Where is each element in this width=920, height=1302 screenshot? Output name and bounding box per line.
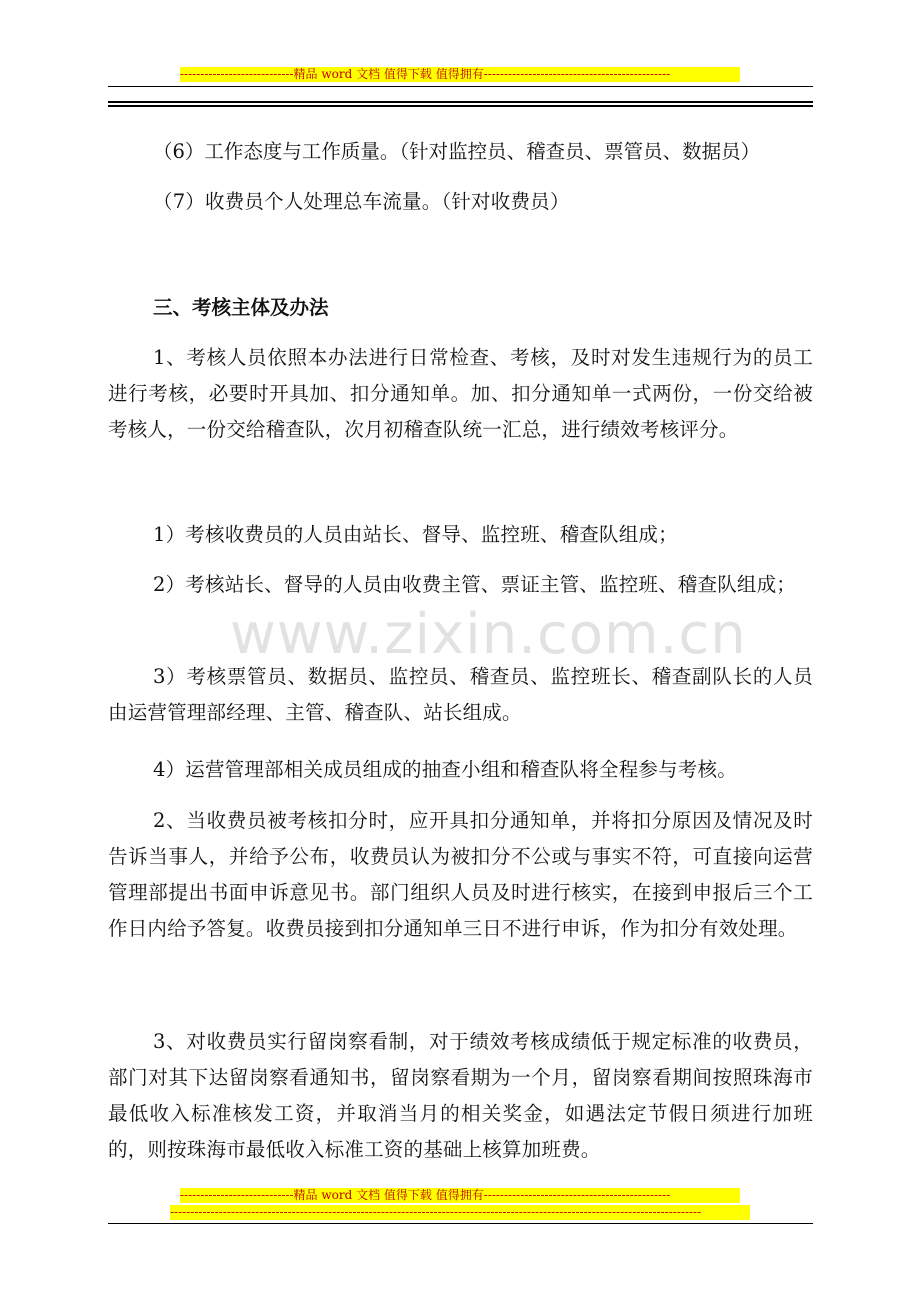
paragraph-2: 2、当收费员被考核扣分时，应开具扣分通知单，并将扣分原因及情况及时告诉当事人，并给予公布，收费员认为被扣分不公或与事实不符，可直接向运营管理部提出书面申诉意见书。部门组织人员及时进行核实，在接到申报后三个工作日内给予答复。收费员接到扣分通知单三日不进行申诉，作为扣分有效处理。 [108,809,813,940]
list-item-7: （7）收费员个人处理总车流量。（针对收费员） [153,190,570,213]
paragraph-1: 1、考核人员依照本办法进行日常检查、考核，及时对发生违规行为的员工进行考核，必要时开具加、扣分通知单。加、扣分通知单一式两份，一份交给被考核人，一份交给稽查队，次月初稽查队统一汇总，进行绩效考核评分。 [108,346,813,441]
sub-item-2: 2）考核站长、督导的人员由收费主管、票证主管、监控班、稽查队组成； [153,573,797,596]
watermark: www.zixin.com.cn [230,602,747,667]
header-banner: ----------------------------精品 word 文档 值得下载 值得拥有---------------------------------------------- [180,67,740,82]
list-item-6: （6）工作态度与工作质量。（针对监控员、稽查员、票管员、数据员） [153,140,761,163]
paragraph-3: 3、对收费员实行留岗察看制，对于绩效考核成绩低于规定标准的收费员，部门对其下达留岗察看通知书，留岗察看期为一个月，留岗察看期间按照珠海市最低收入标准核发工资，并取消当月的相关奖金，如遇法定节假日须进行加班的，则按珠海市最低收入标准工资的基础上核算加班费。 [108,1030,813,1161]
sub-item-4: 4）运营管理部相关成员组成的抽查小组和稽查队将全程参与考核。 [153,758,737,781]
footer-banner: ----------------------------精品 word 文档 值得下载 值得拥有---------------------------------------------- [180,1188,740,1203]
sub-item-3: 3）考核票管员、数据员、监控员、稽查员、监控班长、稽查副队长的人员由运营管理部经理、主管、稽查队、站长组成。 [108,665,813,724]
section-heading: 三、考核主体及办法 [153,296,329,319]
footer-rule [108,1223,813,1224]
footer-dashes: ----------------------------------------------------------------------------------------------------------------------------------- [170,1205,750,1220]
header-rule-thin [108,86,813,87]
header-rule-thick-1 [108,101,813,103]
header-rule-thick-2 [108,105,813,107]
sub-item-1: 1）考核收费员的人员由站长、督导、监控班、稽查队组成； [153,523,678,546]
